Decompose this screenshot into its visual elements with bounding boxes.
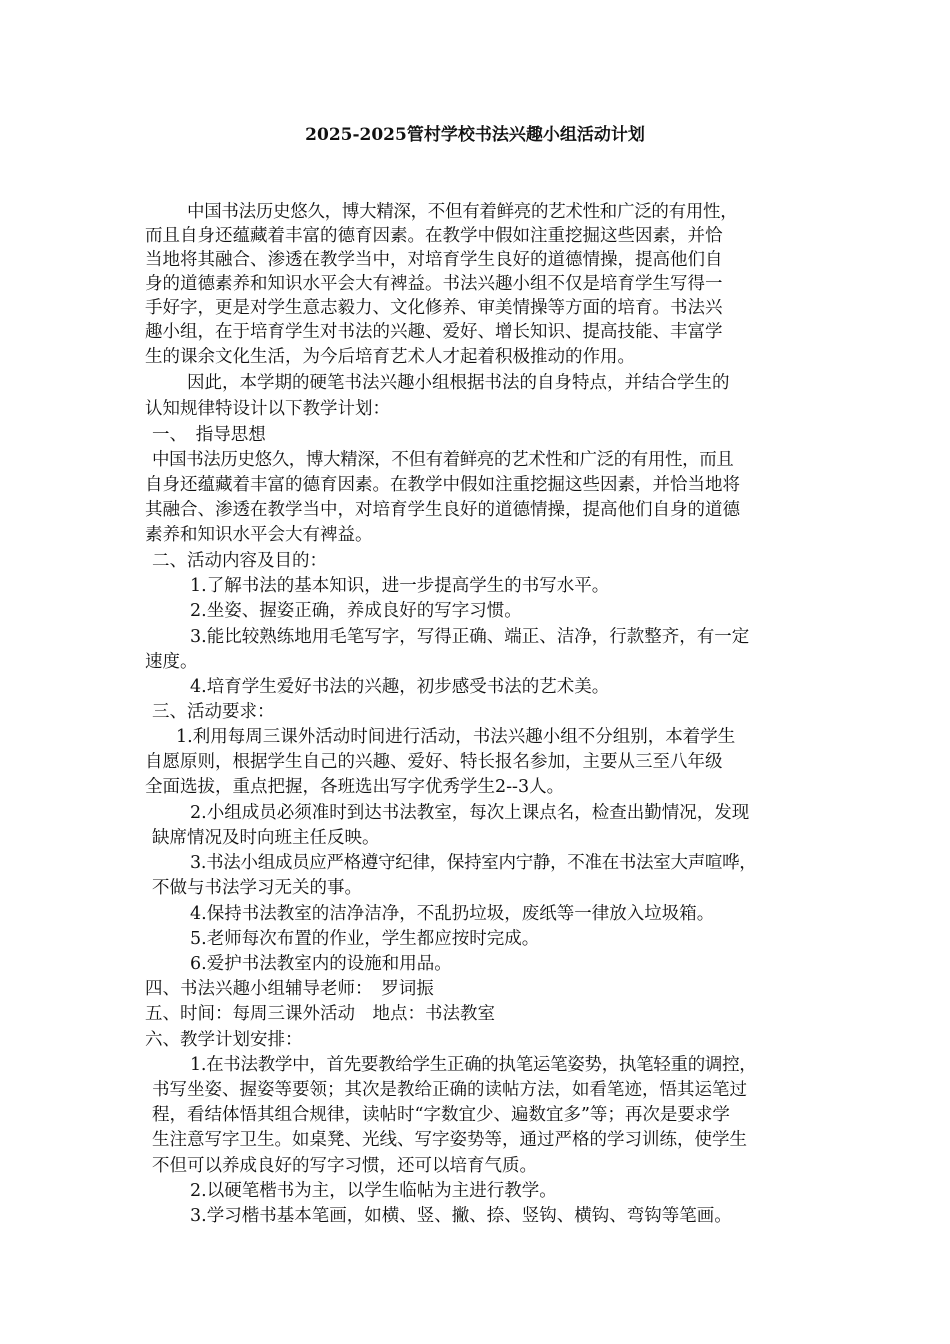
paragraph-line: 中国书法历史悠久，博大精深，不但有着鲜亮的艺术性和广泛的有用性，而且 xyxy=(152,450,734,470)
list-item: 生注意写字卫生。如桌凳、光线、写字姿势等，通过严格的学习训练，使学生 xyxy=(152,1130,747,1150)
section-heading: 五、时间：每周三课外活动 地点：书法教室 xyxy=(145,1004,495,1024)
list-item: 程，看结体悟其组合规律，读帖时“字数宜少、遍数宜多”等；再次是要求学 xyxy=(152,1105,730,1125)
document-title: 2025-2025管村学校书法兴趣小组活动计划 xyxy=(305,125,645,145)
paragraph-line: 身的道德素养和知识水平会大有裨益。书法兴趣小组不仅是培育学生写得一 xyxy=(145,274,723,294)
list-item: 4.培育学生爱好书法的兴趣，初步感受书法的艺术美。 xyxy=(190,677,610,697)
list-item: 5.老师每次布置的作业，学生都应按时完成。 xyxy=(190,929,540,949)
paragraph-line: 认知规律特设计以下教学计划： xyxy=(145,399,390,419)
list-item: 4.保持书法教室的洁净洁净，不乱扔垃圾，废纸等一律放入垃圾箱。 xyxy=(190,904,715,924)
paragraph-line: 手好字，更是对学生意志毅力、文化修养、审美情操等方面的培育。书法兴 xyxy=(145,298,723,318)
list-item: 不做与书法学习无关的事。 xyxy=(152,878,362,898)
list-item: 2.小组成员必须准时到达书法教室，每次上课点名，检查出勤情况，发现 xyxy=(190,803,750,823)
list-item: 1.了解书法的基本知识，进一步提高学生的书写水平。 xyxy=(190,576,610,596)
paragraph-line: 中国书法历史悠久，博大精深，不但有着鲜亮的艺术性和广泛的有用性， xyxy=(187,202,738,222)
paragraph-line: 其融合、渗透在教学当中，对培育学生良好的道德情操，提高他们自身的道德 xyxy=(145,500,740,520)
list-item: 速度。 xyxy=(145,652,198,672)
paragraph-line: 当地将其融合、渗透在教学当中，对培育学生良好的道德情操，提高他们自 xyxy=(145,250,723,270)
paragraph-line: 因此，本学期的硬笔书法兴趣小组根据书法的自身特点，并结合学生的 xyxy=(187,373,730,393)
paragraph-line: 生的课余文化生活，为今后培育艺术人才起着积极推动的作用。 xyxy=(145,347,635,367)
list-item: 2.以硬笔楷书为主，以学生临帖为主进行教学。 xyxy=(190,1181,557,1201)
list-item: 缺席情况及时向班主任反映。 xyxy=(152,828,380,848)
paragraph-line: 趣小组，在于培育学生对书法的兴趣、爱好、增长知识、提高技能、丰富学 xyxy=(145,322,723,342)
section-heading: 二、活动内容及目的： xyxy=(152,551,327,571)
section-heading: 六、教学计划安排： xyxy=(145,1030,303,1050)
section-heading: 一、 指导思想 xyxy=(152,425,266,445)
paragraph-line: 自身还蕴藏着丰富的德育因素。在教学中假如注重挖掘这些因素，并恰当地将 xyxy=(145,475,740,495)
section-heading: 四、书法兴趣小组辅导老师： 罗词振 xyxy=(145,979,434,999)
list-item: 3.能比较熟练地用毛笔写字，写得正确、端正、洁净，行款整齐，有一定 xyxy=(190,627,750,647)
section-heading: 三、活动要求： xyxy=(152,702,275,722)
list-item: 自愿原则，根据学生自己的兴趣、爱好、特长报名参加，主要从三至八年级 xyxy=(145,752,723,772)
paragraph-line: 素养和知识水平会大有裨益。 xyxy=(145,525,373,545)
list-item: 书写坐姿、握姿等要领；其次是教给正确的读帖方法，如看笔迹，悟其运笔过 xyxy=(152,1080,747,1100)
list-item: 不但可以养成良好的写字习惯，还可以培育气质。 xyxy=(152,1156,537,1176)
list-item: 2.坐姿、握姿正确，养成良好的写字习惯。 xyxy=(190,601,522,621)
paragraph-line: 而且自身还蕴藏着丰富的德育因素。在教学中假如注重挖掘这些因素，并恰 xyxy=(145,226,723,246)
list-item: 1.利用每周三课外活动时间进行活动，书法兴趣小组不分组别，本着学生 xyxy=(176,727,736,747)
list-item: 3.学习楷书基本笔画，如横、竖、撇、捺、竖钩、横钩、弯钩等笔画。 xyxy=(190,1206,732,1226)
list-item: 1.在书法教学中，首先要教给学生正确的执笔运笔姿势，执笔轻重的调控， xyxy=(190,1055,757,1075)
list-item: 6.爱护书法教室内的设施和用品。 xyxy=(190,954,452,974)
list-item: 3.书法小组成员应严格遵守纪律，保持室内宁静，不准在书法室大声喧哗， xyxy=(190,853,757,873)
list-item: 全面选拔，重点把握，各班选出写字优秀学生2--3人。 xyxy=(145,777,565,797)
